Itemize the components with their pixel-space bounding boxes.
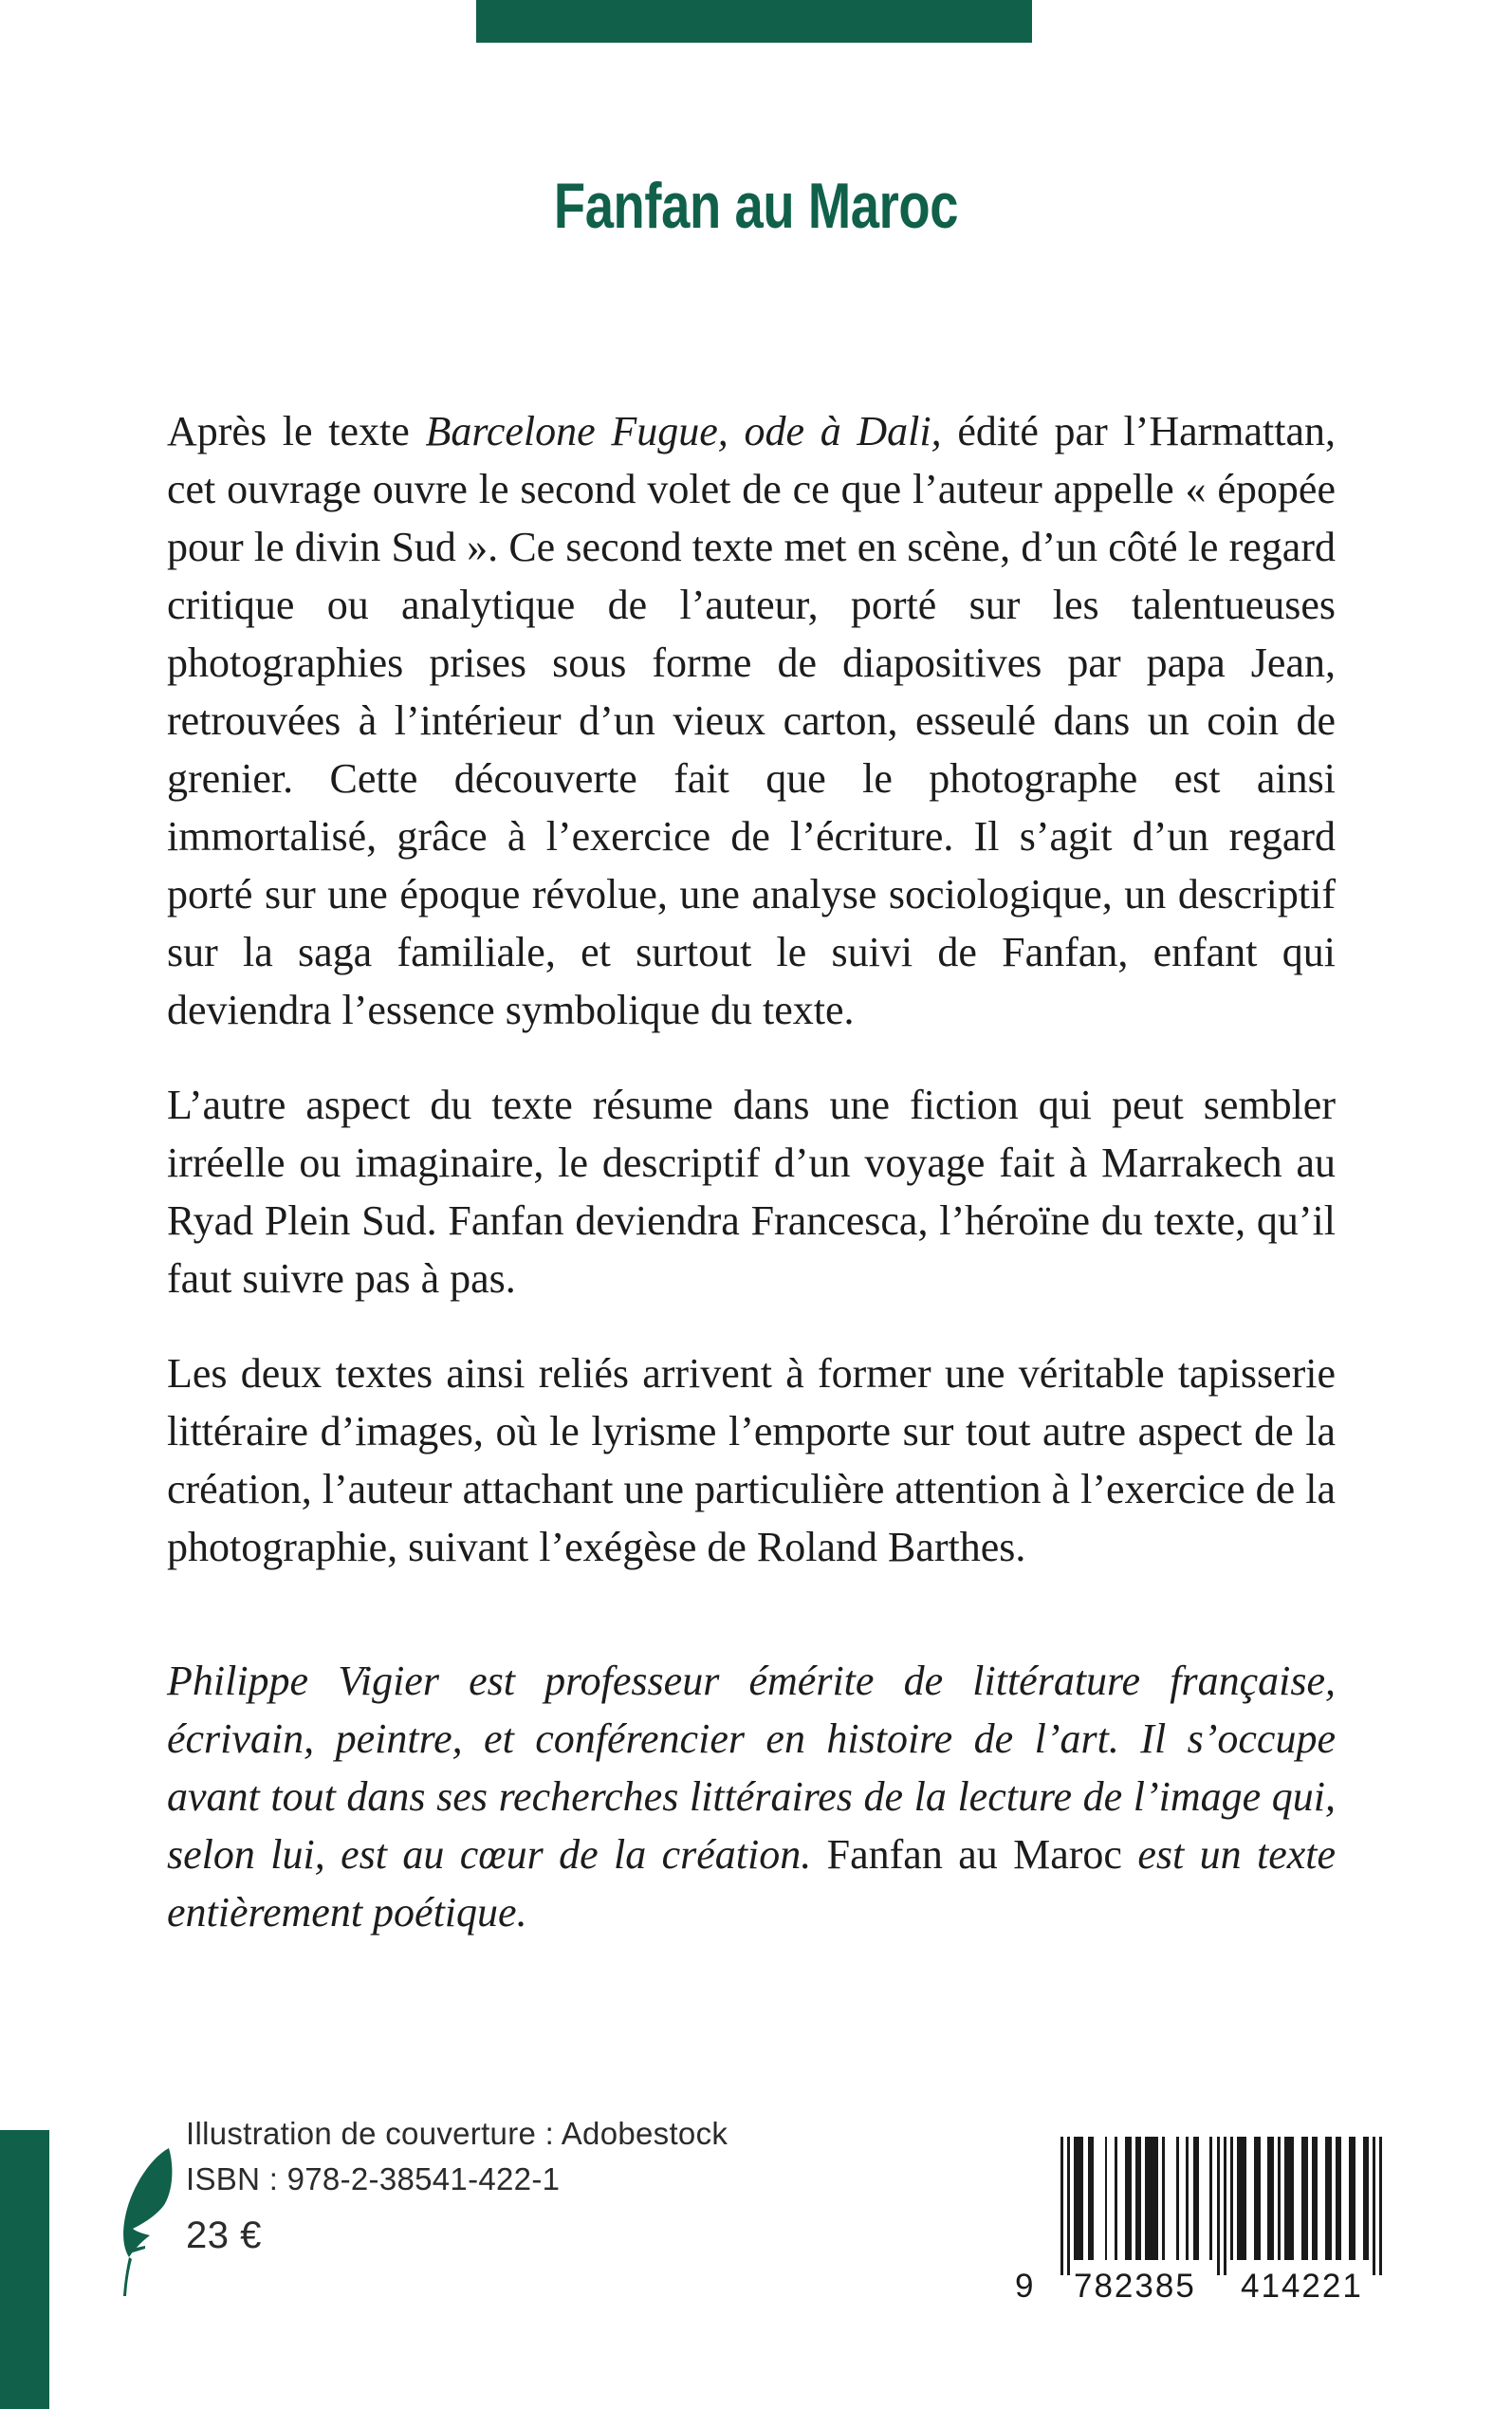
cover-illustration-credit: Illustration de couverture : Adobestock — [186, 2116, 728, 2151]
colophon-block — [186, 2111, 793, 2263]
ean13-barcode — [1015, 2137, 1394, 2305]
barcode-bar — [1284, 2137, 1294, 2260]
barcode-bar — [1135, 2137, 1142, 2260]
barcode-bar — [1301, 2137, 1308, 2260]
barcode-bar — [1105, 2137, 1108, 2260]
barcode-digits — [1015, 2260, 1394, 2305]
barcode-lead-digit: 9 — [1015, 2268, 1036, 2305]
italic-run: est un texte entièrement poétique. — [167, 1831, 1337, 1936]
barcode-bar — [1193, 2137, 1200, 2260]
author-bio-paragraph — [167, 1652, 1336, 1941]
roman-run: édité par l’Harmattan, cet ouvrage ouvre le second volet de ce que l’auteur appelle « épopée pour le divin Sud ». Ce second texte met en scène, d’un côté le regard critique ou analytique de l’auteur, porté sur les talentueuses photographies prises sous forme de diapositives par papa Jean, retrouvées à l’intérieur d’un vieux carton, esseulé dans un coin de grenier. Cette découverte fait que le photographe est ainsi immortalisé, grâce à l’exercice de l’écriture. Il s’agit d’un regard porté sur une époque révolue, une analyse sociologique, un descriptif sur la saga familiale, et surtout le suivi de Fanfan, enfant qui deviendra l’essence symbolique du texte. — [167, 408, 1337, 1033]
barcode-bar — [1186, 2137, 1189, 2260]
quill-feather-logo-icon — [114, 2135, 180, 2306]
barcode-bar — [1336, 2137, 1342, 2260]
barcode-bar — [1145, 2137, 1158, 2260]
barcode-bar — [1067, 2137, 1070, 2275]
roman-run: Fanfan au Maroc — [826, 1831, 1122, 1878]
barcode-bar — [1176, 2137, 1179, 2260]
price-line: 23 € — [186, 2214, 262, 2256]
barcode-bar — [1363, 2137, 1370, 2260]
blurb-paragraph-1 — [167, 402, 1336, 1039]
barcode-bar — [1349, 2137, 1355, 2260]
top-green-bar — [476, 0, 1032, 43]
roman-run: Les deux textes ainsi reliés arrivent à former une véritable tapisserie littéraire d’images, où le lyrisme l’emporte sur tout autre aspect de la création, l’auteur attachant une particulière attention à l’exercice de la photographie, suivant l’exégèse de Roland Barthes. — [167, 1350, 1336, 1570]
barcode-bar — [1230, 2137, 1233, 2260]
barcode-bar — [1074, 2137, 1083, 2260]
italic-run: Philippe Vigier est professeur émérite de littérature française, écrivain, peintre, et conférencier en histoire de l’art. Il s’occupe avant tout dans ses recherches littéraires de la lecture de l’image qui, selon lui, est au cœur de la création. — [167, 1658, 1336, 1878]
barcode-bar — [1162, 2137, 1165, 2260]
barcode-bar — [1224, 2137, 1226, 2275]
barcode-right-digits: 414221 — [1241, 2268, 1363, 2305]
barcode-bar — [1254, 2137, 1261, 2260]
barcode-bar — [1115, 2137, 1117, 2260]
barcode-bar — [1088, 2137, 1095, 2260]
barcode-bar — [1237, 2137, 1246, 2260]
blurb-paragraph-2 — [167, 1076, 1336, 1307]
bottom-left-green-block — [0, 2130, 49, 2409]
roman-run: Après le texte — [167, 408, 426, 454]
isbn-line: ISBN : 978-2-38541-422-1 — [186, 2161, 561, 2196]
italic-run: Barcelone Fugue, ode à Dali, — [425, 408, 942, 454]
barcode-bar — [1060, 2137, 1063, 2275]
roman-run: L’autre aspect du texte résume dans une fiction qui peut sembler irréelle ou imaginaire, le descriptif d’un voyage fait à Marrakech au Ryad Plein Sud. Fanfan deviendra Francesca, l’héroïne du texte, qu’il faut suivre pas à pas. — [167, 1082, 1336, 1302]
barcode-bar — [1379, 2137, 1382, 2275]
blurb-text-block — [167, 402, 1336, 1576]
barcode-bar — [1267, 2137, 1274, 2260]
blurb-paragraph-3 — [167, 1344, 1336, 1576]
barcode-left-digits: 782385 — [1074, 2268, 1196, 2305]
barcode-bars — [1015, 2137, 1394, 2260]
barcode-bar — [1217, 2137, 1220, 2275]
barcode-bar — [1325, 2137, 1332, 2260]
barcode-bar — [1312, 2137, 1318, 2260]
page-title: Fanfan au Maroc — [553, 170, 959, 242]
barcode-bar — [1125, 2137, 1132, 2260]
barcode-bar — [1209, 2137, 1212, 2260]
barcode-bar — [1373, 2137, 1375, 2275]
barcode-bar — [1278, 2137, 1281, 2260]
